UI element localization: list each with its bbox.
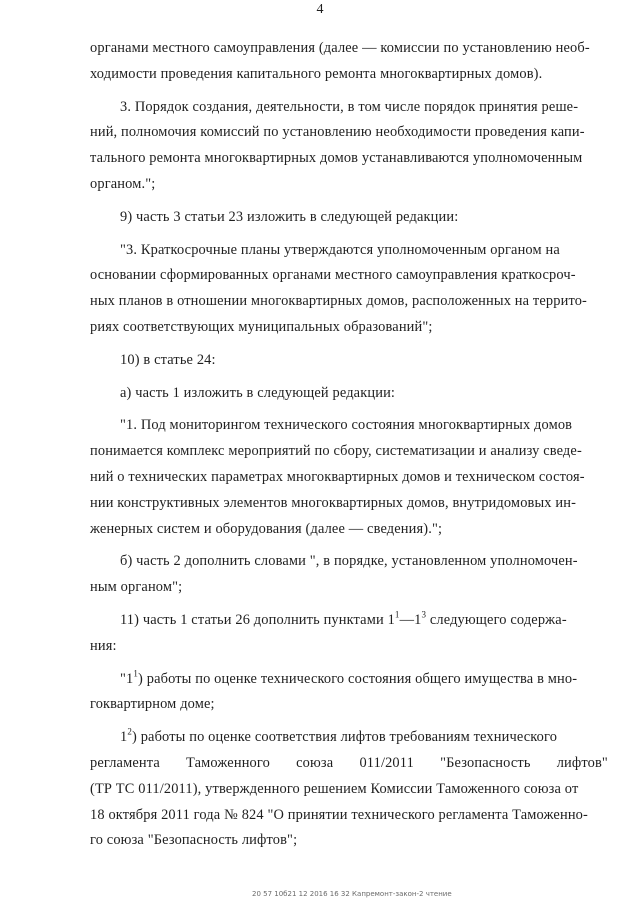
text-line: го союза "Безопасность лифтов";: [90, 832, 298, 849]
paragraph-commissions-end: [90, 36, 608, 88]
paragraph-point-1-1: [90, 667, 608, 719]
text-line: ния:: [90, 637, 117, 654]
text-line: нии конструктивных элементов многоквартирных домов, внутридомовых ин-: [90, 494, 577, 511]
text-line: б) часть 2 дополнить словами ", в порядке, установленном уполномочен-: [120, 553, 578, 570]
text-line: [90, 667, 608, 693]
text-line: 10) в статье 24:: [120, 351, 216, 368]
text-line: ным органом";: [90, 579, 183, 596]
text-segment: "1: [120, 670, 134, 687]
text-line: 18 октября 2011 года № 824 "О принятии технического регламента Таможенно-: [90, 806, 588, 823]
text-line: ний, полномочия комиссий по установлению необходимости проведения капи-: [90, 124, 585, 141]
document-footer-stamp: 20 57 10б21 12 2016 16 32 Капремонт-закон-2 чтение: [252, 890, 452, 898]
paragraph-short-term-plans: [90, 238, 608, 341]
word: регламента: [90, 754, 160, 771]
paragraph-point-1-2: [90, 725, 608, 854]
superscript: 1: [133, 668, 139, 679]
text-line: а) часть 1 изложить в следующей редакции:: [120, 384, 396, 401]
text-line-justified: [90, 751, 608, 777]
word: союза: [296, 754, 334, 771]
text-line: основании сформированных органами местного самоуправления краткосроч-: [90, 267, 576, 284]
paragraph-item-11: [90, 608, 608, 660]
superscript: 2: [127, 726, 133, 737]
text-line: "1. Под мониторингом технического состояния многоквартирных домов: [120, 417, 573, 434]
text-line: женерных систем и оборудования (далее — сведения).";: [90, 520, 443, 537]
text-line: органом.";: [90, 175, 156, 192]
text-line: ний о технических параметрах многоквартирных домов и техническом состоя-: [90, 468, 585, 485]
paragraph-clause-3: [90, 95, 608, 198]
text-line: ных планов в отношении многоквартирных домов, расположенных на террито-: [90, 293, 587, 310]
text-line: понимается комплекс мероприятий по сбору, систематизации и анализу сведе-: [90, 443, 582, 460]
text-line: 3. Порядок создания, деятельности, в том числе порядок принятия реше-: [120, 98, 579, 115]
paragraph-item-10b: [90, 549, 608, 601]
text-line: тального ремонта многоквартирных домов устанавливаются уполномоченным: [90, 150, 583, 167]
text-line: [90, 725, 608, 751]
paragraph-item-9: [90, 205, 608, 231]
text-segment: —1: [399, 611, 422, 628]
word: лифтов": [556, 754, 608, 771]
text-line: ходимости проведения капитального ремонта многоквартирных домов).: [90, 65, 543, 82]
word: "Безопасность: [440, 754, 531, 771]
word: 011/2011: [359, 754, 414, 771]
text-line: (ТР ТС 011/2011), утвержденного решением Комиссии Таможенного союза от: [90, 780, 579, 797]
paragraph-item-10: [90, 348, 608, 374]
text-line: "3. Краткосрочные планы утверждаются уполномоченным органом на: [120, 241, 560, 258]
text-line: риях соответствующих муниципальных образований";: [90, 318, 433, 335]
text-segment: ) работы по оценке соответствия лифтов требованиям технического: [132, 729, 558, 746]
text-segment: 11) часть 1 статьи 26 дополнить пунктами 1: [120, 611, 395, 628]
text-line: 9) часть 3 статьи 23 изложить в следующей редакции:: [120, 208, 459, 225]
text-line: гоквартирном доме;: [90, 696, 215, 713]
text-segment: 1: [120, 729, 128, 746]
text-line: [90, 608, 608, 634]
superscript: 1: [394, 609, 400, 620]
page-number: 4: [316, 2, 324, 17]
text-segment: ) работы по оценке технического состояния общего имущества в мно-: [138, 670, 578, 687]
word: Таможенного: [186, 754, 270, 771]
paragraph-monitoring-definition: [90, 413, 608, 542]
document-body: [90, 36, 608, 854]
superscript: 3: [421, 609, 427, 620]
text-segment: следующего содержа-: [426, 611, 567, 628]
paragraph-item-10a: [90, 381, 608, 407]
text-line: органами местного самоуправления (далее — комиссии по установлению необ-: [90, 40, 590, 56]
